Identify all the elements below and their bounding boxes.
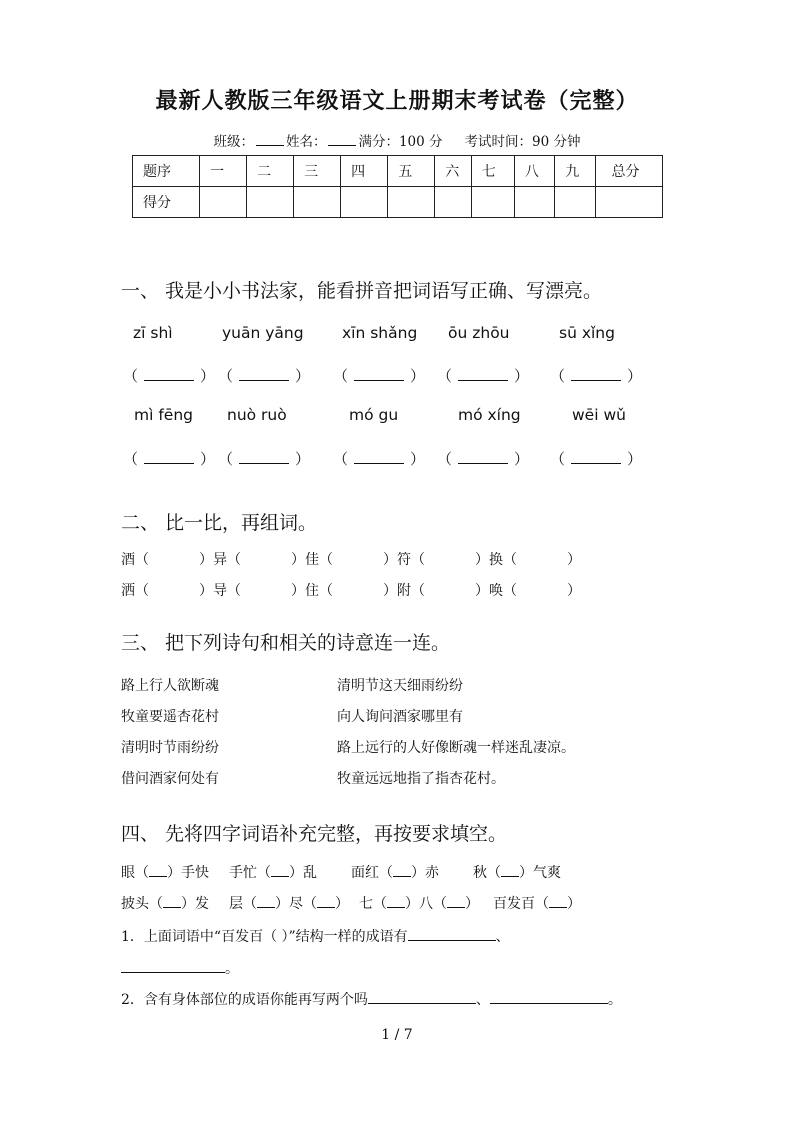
page-title: 最新人教版三年级语文上册期末考试卷（完整） bbox=[155, 88, 639, 114]
score-cell[interactable] bbox=[435, 187, 471, 218]
pinyin: mì fēng bbox=[134, 406, 193, 424]
section4-heading: 四、 先将四字词语补充完整，再按要求填空。 bbox=[121, 823, 508, 845]
word-blank[interactable]: （ ） bbox=[503, 552, 581, 568]
class-label: 班级： bbox=[213, 134, 254, 150]
poem-meaning[interactable]: 牧童远远地指了指杏花村。 bbox=[337, 771, 505, 787]
poem-meaning[interactable]: 清明节这天细雨纷纷 bbox=[337, 678, 463, 694]
pinyin: yuān yāng bbox=[222, 324, 304, 342]
pinyin: xīn shǎng bbox=[342, 324, 418, 342]
score-table bbox=[132, 155, 663, 218]
pinyin: mó gu bbox=[349, 406, 399, 424]
pinyin: zī shì bbox=[133, 324, 173, 342]
exam-info bbox=[0, 130, 794, 150]
score-header-cell: 八 bbox=[514, 156, 554, 187]
section2-heading: 二、 比一比，再组词。 bbox=[121, 512, 318, 534]
compare-row-2: 洒（ ）导（ ）住（ ）附（ ）唤（ ） bbox=[121, 580, 581, 600]
idiom-blank[interactable]: （ ） bbox=[373, 896, 419, 912]
poem-line[interactable]: 路上行人欲断魂 bbox=[121, 678, 219, 694]
word-blank[interactable]: （ ） bbox=[227, 552, 305, 568]
question-1: 1．上面词语中“百发百（ ）”结构一样的成语有 、 bbox=[121, 929, 510, 945]
score-table-header-row bbox=[133, 156, 663, 187]
score-header-cell: 三 bbox=[294, 156, 341, 187]
score-cell[interactable] bbox=[247, 187, 294, 218]
score-table-score-row bbox=[133, 187, 663, 218]
full-score: 满分：100 分 bbox=[358, 134, 443, 150]
name-blank[interactable] bbox=[328, 133, 356, 146]
poem-meaning[interactable]: 路上远行的人好像断魂一样迷乱凄凉。 bbox=[337, 740, 575, 756]
score-header-cell: 六 bbox=[435, 156, 471, 187]
idiom-blank[interactable]: （ ） bbox=[135, 865, 181, 881]
question-1-cont: 。 bbox=[121, 958, 239, 978]
word-blank[interactable]: （ ） bbox=[411, 552, 489, 568]
score-cell[interactable] bbox=[294, 187, 341, 218]
score-cell[interactable] bbox=[388, 187, 435, 218]
score-cell[interactable] bbox=[595, 187, 663, 218]
pinyin: mó xíng bbox=[458, 406, 521, 424]
score-header-cell: 总分 bbox=[595, 156, 663, 187]
answer-line[interactable] bbox=[490, 991, 608, 1004]
idiom-blank[interactable]: （ ） bbox=[303, 896, 349, 912]
score-cell[interactable] bbox=[555, 187, 595, 218]
score-cell[interactable] bbox=[471, 187, 514, 218]
pinyin: nuò ruò bbox=[227, 406, 287, 424]
poem-line[interactable]: 牧童要遥杏花村 bbox=[121, 709, 219, 725]
score-header-cell: 四 bbox=[341, 156, 388, 187]
answer-box[interactable]: （ ） bbox=[550, 367, 643, 385]
answer-box[interactable]: （ ） bbox=[437, 450, 530, 468]
answer-box[interactable]: （ ） bbox=[218, 450, 311, 468]
score-cell[interactable] bbox=[200, 187, 247, 218]
answer-box[interactable]: （ ） bbox=[437, 367, 530, 385]
idiom-blank[interactable]: （ ） bbox=[379, 865, 425, 881]
idiom-blank[interactable]: （ ） bbox=[243, 896, 289, 912]
answer-box[interactable]: （ ） bbox=[218, 367, 311, 385]
score-cell[interactable] bbox=[341, 187, 388, 218]
pinyin: wēi wǔ bbox=[572, 406, 626, 424]
question-2: 2．含有身体部位的成语你能再写两个吗 、 。 bbox=[121, 992, 622, 1008]
answer-line[interactable] bbox=[121, 960, 225, 973]
word-blank[interactable]: （ ） bbox=[227, 583, 305, 599]
idiom-blank[interactable]: （ ） bbox=[257, 865, 303, 881]
idiom-blank[interactable]: （ ） bbox=[487, 865, 533, 881]
class-blank[interactable] bbox=[256, 133, 284, 146]
pinyin: ōu zhōu bbox=[448, 324, 510, 342]
idiom-blank[interactable]: （ ） bbox=[149, 896, 195, 912]
idiom-row-2: 披头（ ）发 层（ ）尽（ ） 七（ ）八（ ） 百发百（ ） bbox=[121, 893, 581, 913]
score-header-cell: 七 bbox=[471, 156, 514, 187]
answer-box[interactable]: （ ） bbox=[123, 367, 216, 385]
exam-time: 考试时间：90 分钟 bbox=[464, 134, 581, 150]
word-blank[interactable]: （ ） bbox=[319, 552, 397, 568]
idiom-row-1: 眼（ ）手快 手忙（ ）乱 面红（ ）赤 秋（ ）气爽 bbox=[121, 862, 561, 882]
answer-line[interactable] bbox=[368, 991, 476, 1004]
answer-box[interactable]: （ ） bbox=[123, 450, 216, 468]
compare-row-1: 酒（ ）异（ ）佳（ ）符（ ）换（ ） bbox=[121, 549, 581, 569]
pinyin: sū xǐng bbox=[559, 324, 615, 342]
idiom-blank[interactable]: （ ） bbox=[535, 896, 581, 912]
poem-meaning[interactable]: 向人询问酒家哪里有 bbox=[337, 709, 463, 725]
score-header-cell: 题序 bbox=[133, 156, 200, 187]
answer-box[interactable]: （ ） bbox=[333, 367, 426, 385]
section3-heading: 三、 把下列诗句和相关的诗意连一连。 bbox=[121, 632, 451, 654]
score-header-cell: 九 bbox=[555, 156, 595, 187]
idiom-blank[interactable]: （ ） bbox=[433, 896, 479, 912]
page-number: 1 / 7 bbox=[381, 1027, 413, 1043]
score-header-cell: 一 bbox=[200, 156, 247, 187]
answer-box[interactable]: （ ） bbox=[333, 450, 426, 468]
section1-heading: 一、 我是小小书法家，能看拼音把词语写正确、写漂亮。 bbox=[121, 280, 603, 302]
word-blank[interactable]: （ ） bbox=[135, 552, 213, 568]
score-row-label: 得分 bbox=[133, 187, 200, 218]
word-blank[interactable]: （ ） bbox=[503, 583, 581, 599]
score-header-cell: 五 bbox=[388, 156, 435, 187]
poem-line[interactable]: 清明时节雨纷纷 bbox=[121, 740, 219, 756]
score-header-cell: 二 bbox=[247, 156, 294, 187]
word-blank[interactable]: （ ） bbox=[319, 583, 397, 599]
answer-line[interactable] bbox=[408, 928, 496, 941]
answer-box[interactable]: （ ） bbox=[550, 450, 643, 468]
poem-line[interactable]: 借问酒家何处有 bbox=[121, 771, 219, 787]
word-blank[interactable]: （ ） bbox=[135, 583, 213, 599]
word-blank[interactable]: （ ） bbox=[411, 583, 489, 599]
score-cell[interactable] bbox=[514, 187, 554, 218]
name-label: 姓名： bbox=[285, 134, 327, 150]
